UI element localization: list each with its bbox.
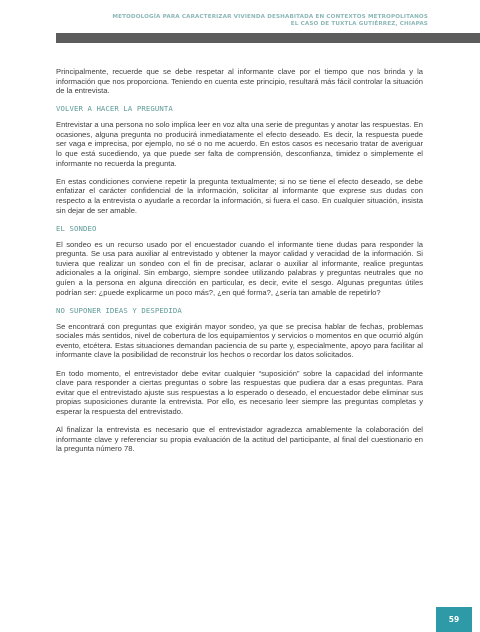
section-heading-sondeo: EL SONDEO [56,223,97,233]
page-number: 59 [448,615,460,624]
section-heading-despedida: NO SUPONER IDEAS Y DESPEDIDA [56,305,182,315]
page-body [56,67,423,462]
running-header-subtitle: EL CASO DE TUXTLA GUTIÉRREZ, CHIAPAS [290,21,428,27]
despedida-section [56,306,423,454]
intro-paragraph: Principalmente, recuerde que se debe respetar al informante clave por el tiempo que nos brinda y la información que nos proporciona. Teniendo en cuenta este principio, resultará más fácil controlar la situación de la entrevista. [56,67,423,96]
body-paragraph: Se encontrará con preguntas que exigirán mayor sondeo, ya que se precisa hablar de fechas, problemas sociales más sentidos, nivel de cobertura de los equipamientos y servicios o momentos en que ocurrió algún evento, etcétera. Estas situaciones demandan paciencia de su parte y, especialmente, apoyo para facilitar al informante clave la posibilidad de reconstruir los hechos o recordar los datos solicitados. [56,321,423,360]
body-paragraph: El sondeo es un recurso usado por el encuestador cuando el informante tiene dudas para responder la pregunta. Se usa para auxiliar al entrevistado y obtener la mayor calidad y veracidad de la información. Si tuviera que realizar un sondeo con el fin de precisar, aclarar o auxiliar al informante, realice preguntas adicionales a la original. Sin embargo, siempre sondee utilizando palabras y preguntas neutrales que no guíen a la persona en alguna dirección en particular, es decir, evite el sesgo. Algunas preguntas útiles podrían ser: ¿puede explicarme un poco más?, ¿en qué forma?, ¿sería tan amable de repetirlo? [56,239,423,297]
running-header-title: METODOLOGÍA PARA CARACTERIZAR VIVIENDA DESHABITADA EN CONTEXTOS METROPOLITANOS [112,14,428,20]
header-rule [56,33,480,43]
volver-section [56,104,423,215]
body-paragraph: En estas condiciones conviene repetir la pregunta textualmente; si no se tiene el efecto deseado, se debe enfatizar el carácter confidencial de la información, solicitar al informante que exprese sus dudas con respecto a la entrevista o ayudarle a recordar la información, si fuera el caso. En cualquier situación, insista sin dejar de ser amable. [56,176,423,215]
running-header [112,14,428,28]
body-paragraph: En todo momento, el entrevistador debe evitar cualquier “suposición” sobre la capacidad del informante clave para responder a ciertas preguntas o sobre las respuestas que pudiera dar a esas preguntas. Para evitar que el entrevistado ajuste sus respuestas a lo esperado o deseado, el encuestador debe eliminar sus propias suposiciones durante la entrevista. Por ello, es necesario leer siempre las preguntas completas y esperar la respuesta del entrevistado. [56,368,423,416]
body-paragraph: Entrevistar a una persona no solo implica leer en voz alta una serie de preguntas y anotar las respuestas. En ocasiones, alguna pregunta no producirá inmediatamente el efecto deseado. Es decir, la respuesta puede ser vaga e imprecisa, por ejemplo, no sé o no me acuerdo. En estos casos es necesario tratar de averiguar lo que está sucediendo, ya que puede ser falta de comprensión, desconfianza, timidez o simplemente el informante no recuerda la pregunta. [56,120,423,168]
body-paragraph: Al finalizar la entrevista es necesario que el entrevistador agradezca amablemente la colaboración del informante clave y referenciar su propia evaluación de la actitud del participante, al final del cuestionario en la pregunta número 78. [56,425,423,454]
intro-section [56,67,423,96]
sondeo-section [56,224,423,298]
section-heading-volver: VOLVER A HACER LA PREGUNTA [56,104,173,114]
page-number-box [436,607,472,632]
